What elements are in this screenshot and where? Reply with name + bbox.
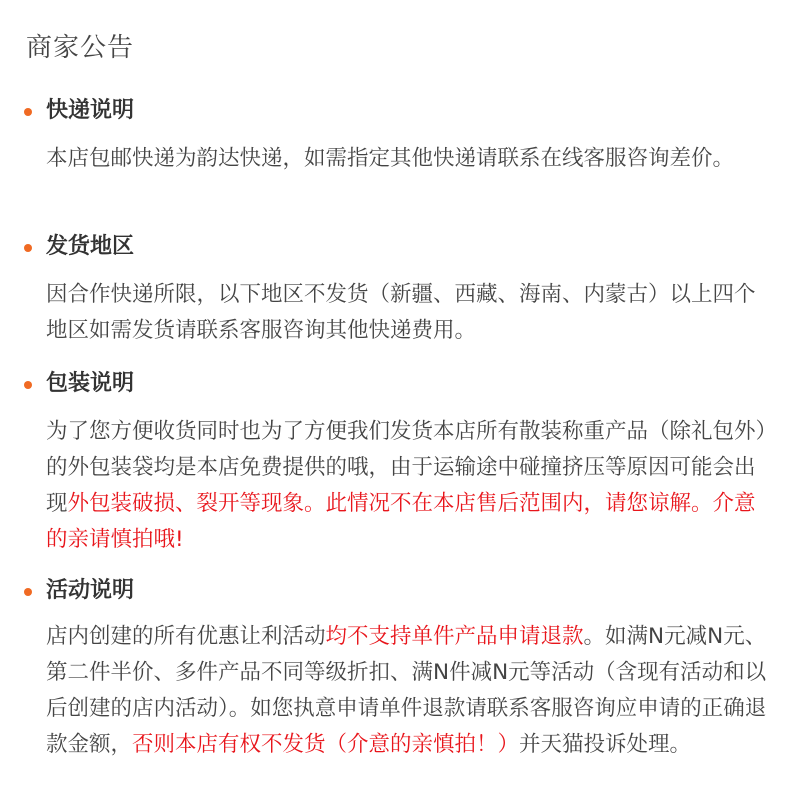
bullet-dot-icon [24, 108, 32, 116]
bullet-dot-icon [24, 588, 32, 596]
body-text: 店内创建的所有优惠让利活动 [46, 624, 326, 649]
bullet-dot-icon [24, 244, 32, 252]
section-title: 包装说明 [46, 371, 135, 396]
body-text: 。如满N元减N元、第二件半价、多件产品不同等级折扣、满N件减N元等活动（含现有活动和以后创建的店内活动）。如您执意申请单件退款请联系客服咨询应申请的正确退款金额， [46, 624, 767, 757]
section-title: 快递说明 [46, 98, 135, 123]
bullet-dot-icon [24, 381, 32, 389]
section-body [46, 277, 768, 349]
section-packaging [0, 367, 790, 552]
body-text: 并天猫投诉处理。 [519, 732, 692, 757]
section-promotion [0, 574, 790, 757]
section-title: 发货地区 [46, 234, 135, 259]
section-body [46, 414, 768, 558]
body-text: 本店包邮快递为韵达快递，如需指定其他快递请联系在线客服咨询差价。 [46, 146, 735, 171]
body-text-highlight: 外包装破损、裂开等现象。此情况不在本店售后范围内，请您谅解。介意的亲请慎拍哦! [46, 491, 756, 552]
body-text: 为了您方便收货同时也为了方便我们发货本店所有散装称重产品（除礼包外）的外包装袋均是本店免费提供的哦，由于运输途中碰撞挤压等原因可能会出现 [46, 419, 767, 516]
page-title: 商家公告 [26, 33, 135, 63]
section-title: 活动说明 [46, 578, 135, 603]
body-text: 因合作快递所限，以下地区不发货（新疆、西藏、海南、内蒙古）以上四个地区如需发货请联系客服咨询其他快递费用。 [46, 282, 756, 343]
section-express [0, 94, 790, 171]
body-text-highlight: 均不支持单件产品申请退款 [325, 624, 584, 649]
section-shipping-area [0, 230, 790, 343]
section-body [46, 141, 768, 177]
section-body [46, 619, 768, 763]
body-text-highlight: 否则本店有权不发货（介意的亲慎拍！） [132, 732, 520, 757]
